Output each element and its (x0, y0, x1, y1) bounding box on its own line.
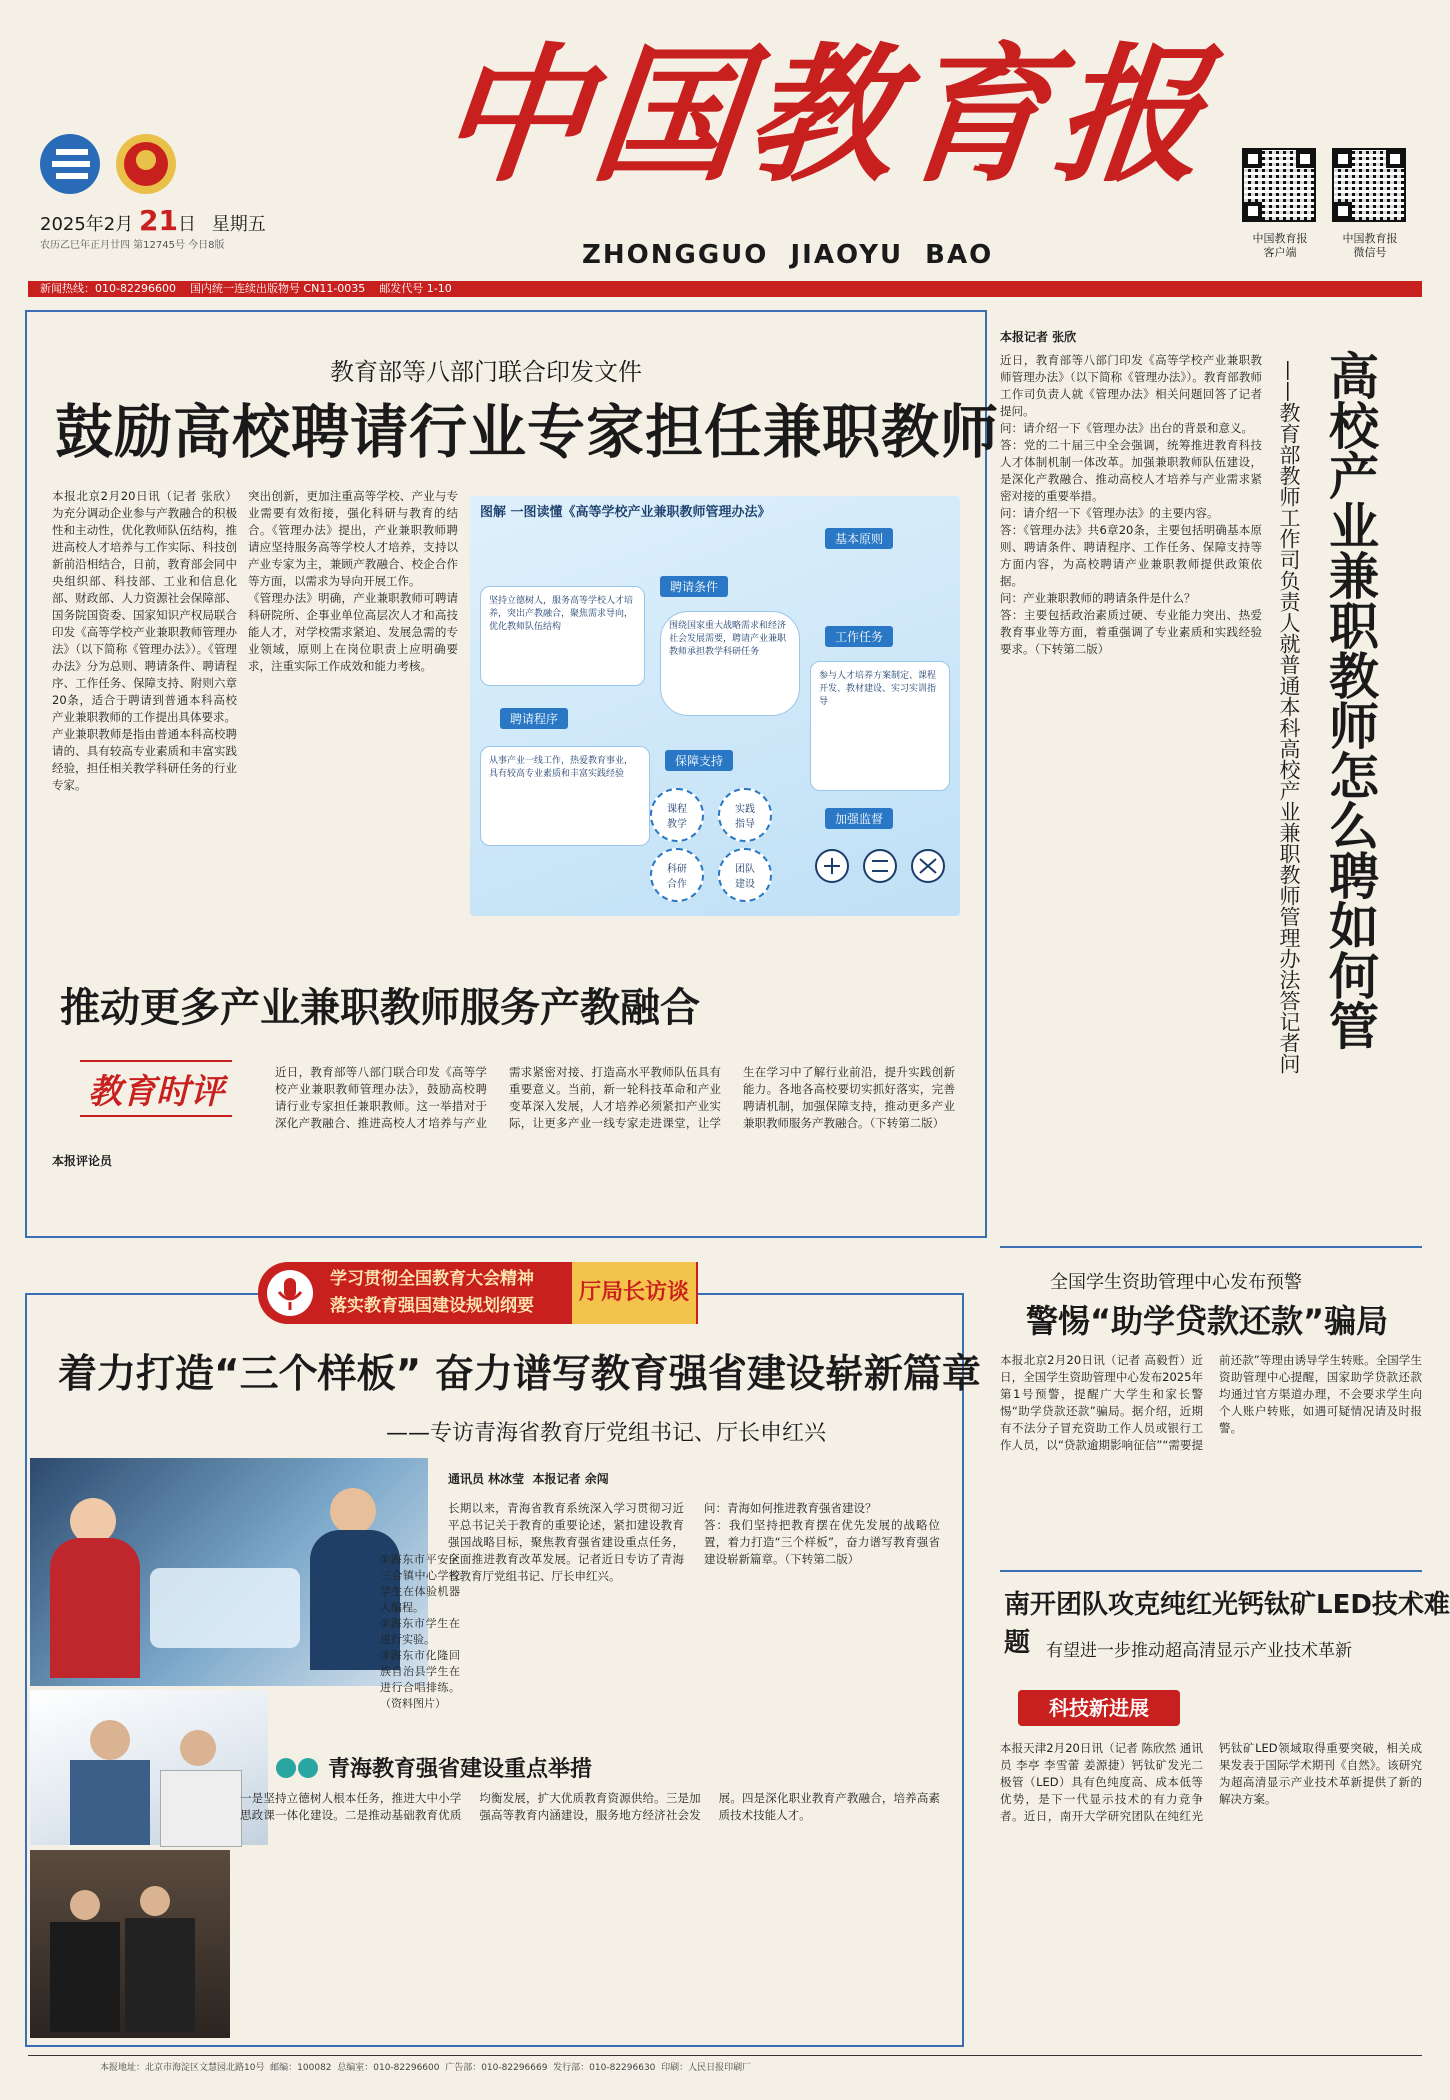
alert-text: 本报北京2月20日讯（记者 高毅哲）近日，全国学生资助管理中心发布2025年第1号预警，提醒广大学生和家长警惕“助学贷款还款”骗局。据介绍，近期有不法分子冒充资助工作人员或银行工作人员，以“贷款逾期影响征信”“需要提前还款”等理由诱导学生转账。全国学生资助管理中心提醒，国家助学贷款还款均通过官方渠道办理，不会要求学生向个人账户转账，如遇可疑情况请及时报警。 (1000, 1353, 1422, 1452)
feature-photo-2[interactable] (30, 1690, 268, 1845)
tech-label: 科技新进展 (1018, 1690, 1180, 1726)
feature-photo-3[interactable] (30, 1850, 230, 2038)
lead-kicker: 教育部等八部门联合印发文件 (330, 358, 642, 386)
feature-text: 长期以来，青海省教育系统深入学习贯彻习近平总书记关于教育的重要论述，紧扣建设教育强国战略目标，聚焦教育强省建设重点任务，全面推进教育改革发展。记者近日专访了青海省教育厅党组书记、厅长申红兴。 问：青海如何推进教育强省建设？ 答：我们坚持把教育摆在优先发展的战略位置，着力打造“三个样板”，奋力谱写教育强省建设崭新篇章。（下转第二版） (448, 1501, 940, 1583)
infographic-card-principles: 坚持立德树人，服务高等学校人才培养，突出产教融合，聚焦需求导向，优化教师队伍结构 (480, 586, 645, 686)
tech-subhead: 有望进一步推动超高清显示产业技术革新 (1046, 1641, 1352, 1661)
date-day-unit: 日 (177, 214, 196, 235)
paper-pinyin: ZHONGGUO JIAOYU BAO (582, 240, 994, 270)
feature-subsection-text: 一是坚持立德树人根本任务，推进大中小学思政课一体化建设。二是推动基础教育优质均衡发展，扩大优质教育资源供给。三是加强高等教育内涵建设，服务地方经济社会发展。四是深化职业教育产教融合，培养高素质技术技能人才。 (240, 1791, 940, 1822)
infographic-chip-support: 保障支持 (665, 750, 733, 771)
feature-byline: 通讯员 林冰莹 本报记者 余闯 (448, 1472, 609, 1486)
alert-kicker: 全国学生资助管理中心发布预警 (1050, 1272, 1302, 1293)
tech-headline[interactable]: 南开团队攻克纯红光钙钛矿LED技术难题 (1004, 1590, 1450, 1658)
infographic-card-requirements: 从事产业一线工作，热爱教育事业，具有较高专业素质和丰富实践经验 (480, 746, 650, 846)
interview-vertical-title[interactable]: 高校产业兼职教师怎么聘如何管 (1321, 350, 1379, 1050)
commentary-label: 教育时评 (80, 1060, 232, 1117)
commentary-headline[interactable]: 推动更多产业兼职教师服务产教融合 (60, 985, 700, 1031)
date-year-month: 2025年2月 (40, 214, 134, 235)
interview-text: 近日，教育部等八部门印发《高等学校产业兼职教师管理办法》（以下简称《管理办法》）。教育部教师工作司负责人就《管理办法》相关问题回答了记者提问。 问：请介绍一下《管理办法》出台的背景和意义。 答：党的二十届三中全会强调，统筹推进教育科技人才体制机制一体改革。加强兼职教师队伍建设，是深化产教融合、推动高校人才培养与产业需求紧密对接的重要举措。 问：请介绍一下《管理办法》的主要内容。 答：《管理办法》共6章20条，主要包括明确基本原则、聘请条件、聘请程序、工作任务、保障支持等方面内容，为高校聘请产业兼职教师提供政策依据。 问：产业兼职教师的聘请条件是什么？ 答：主要包括政治素质过硬、专业能力突出、热爱教育事业等方面，着重强调了专业素质和实践经验要求。（下转第二版） (1000, 353, 1262, 656)
commentary-author: 本报评论员 (52, 1154, 113, 1168)
feature-banner-line-2: 落实教育强国建设规划纲要 (330, 1296, 534, 1316)
infographic-card-tasks: 参与人才培养方案制定、课程开发、教材建设、实习实训指导 (810, 661, 950, 791)
qr-wechat-label: 中国教育报 微信号 (1342, 232, 1398, 259)
feature-banner-tag: 厅局长访谈 (572, 1262, 696, 1324)
feature-subsection-head (276, 1752, 592, 1783)
infographic-chip-procedure: 聘请程序 (500, 708, 568, 729)
newspaper-logo-icon (36, 130, 186, 200)
footer-imprint: 本报地址：北京市海淀区文慧园北路10号 邮编：100082 总编室：010-82296600 广告部：010-82296669 发行部：010-82296630 印刷：人民日报印刷厂 (100, 2063, 752, 2073)
infographic-chip-supervision: 加强监督 (825, 808, 893, 829)
infographic[interactable] (470, 496, 960, 916)
infographic-circle-teaching: 课程 教学 (650, 788, 704, 842)
qr-code-wechat-icon[interactable] (1334, 150, 1404, 220)
masthead-ledger: 新闻热线：010-82296600 国内统一连续出版物号 CN11-0035 邮发代号 1-10 (40, 282, 452, 295)
feature-headline[interactable]: 着力打造“三个样板” 奋力谱写教育强省建设崭新篇章 (58, 1352, 981, 1397)
infographic-icons (810, 841, 950, 891)
infographic-card-conditions: 围绕国家重大战略需求和经济社会发展需要，聘请产业兼职教师承担教学科研任务 (660, 611, 800, 716)
alert-headline[interactable]: 警惕“助学贷款还款”骗局 (1026, 1302, 1389, 1340)
qr-code-app-icon[interactable] (1244, 150, 1314, 220)
infographic-title: 图解 一图读懂《高等学校产业兼职教师管理办法》 (480, 505, 771, 520)
interview-reporter: 本报记者 张欣 (1000, 330, 1077, 344)
infographic-circle-research: 科研 合作 (650, 848, 704, 902)
commentary-text: 近日，教育部等八部门联合印发《高等学校产业兼职教师管理办法》，鼓励高校聘请行业专家担任兼职教师。这一举措对于深化产教融合、推进高校人才培养与产业需求紧密对接、打造高水平教师队伍具有重要意义。当前，新一轮科技革命和产业变革深入发展，人才培养必须紧扣产业实际，让更多产业一线专家走进课堂，让学生在学习中了解行业前沿，提升实践创新能力。各地各高校要切实抓好落实，完善聘请机制，加强保障支持，推动更多产业兼职教师服务产教融合。（下转第二版） (275, 1065, 955, 1130)
date-day: 21 (139, 204, 178, 237)
infographic-circle-team: 团队 建设 (718, 848, 772, 902)
feature-photo-caption: ①海东市平安区三合镇中心学校学生在体验机器人编程。 ②海东市学生在进行实验。 ③海东市化隆回族自治县学生在进行合唱排练。（资料图片） (380, 1553, 460, 1710)
issue-date (40, 204, 266, 237)
lead-column-2: 突出创新，更加注重高等学校、产业与专业需要有效衔接，强化科研与教育的结合。《管理办法》提出，产业兼职教师聘请应坚持服务高等学校人才培养，支持以产业专家为主，兼顾产教融合、校企合作等方面，以需求为导向开展工作。 《管理办法》明确，产业兼职教师可聘请科研院所、企事业单位高层次人才和高技能人才，对学校需求紧迫、发展急需的专业领域，原则上在岗位职责上应明确要求，注重实际工作成效和能力考核。 (248, 489, 458, 673)
infographic-chip-conditions: 聘请条件 (660, 576, 728, 597)
lead-headline[interactable]: 鼓励高校聘请行业专家担任兼职教师 (55, 398, 1000, 466)
feature-photo-1[interactable] (30, 1458, 428, 1686)
feature-banner-text (330, 1266, 534, 1320)
lead-column-1: 本报北京2月20日讯（记者 张欣）为充分调动企业参与产教融合的积极性和主动性，优化教师队伍结构，推进高校人才培养与工作实际、科技创新前沿相结合，日前，教育部会同中央组织部、科技部、工业和信息化部、财政部、人力资源社会保障部、国务院国资委、国家知识产权局联合印发《高等学校产业兼职教师管理办法》（以下简称《管理办法》）。《管理办法》分为总则、聘请条件、聘请程序、工作任务、保障支持、附则六章20条，适合于聘请到普通本科高校产业兼职教师的工作提出具体要求。 产业兼职教师是指由普通本科高校聘请的、具有较高专业素质和丰富实践经验，担任相关教学科研任务的行业专家。 (52, 489, 237, 792)
weekday: 星期五 (211, 214, 266, 235)
infographic-chip-tasks: 工作任务 (825, 626, 893, 647)
issue-line: 农历乙巳年正月廿四 第12745号 今日8版 (40, 240, 225, 251)
paper-title: 中国教育报 (430, 28, 1220, 202)
infographic-chip-principles: 基本原则 (825, 528, 893, 549)
microphone-icon (265, 1268, 315, 1318)
infographic-circle-practice: 实践 指导 (718, 788, 772, 842)
interview-vertical-subtitle: ——教育部教师工作司负责人就普通本科高校产业兼职教师管理办法答记者问 (1277, 360, 1301, 1074)
feature-subsection-title: 青海教育强省建设重点举措 (328, 1757, 593, 1782)
qr-app-label: 中国教育报 客户端 (1252, 232, 1308, 259)
feature-banner-line-1: 学习贯彻全国教育大会精神 (330, 1269, 534, 1289)
tech-text: 本报天津2月20日讯（记者 陈欣然 通讯员 李亭 李雪蕾 姜源捷）钙钛矿发光二极管（LED）具有色纯度高、成本低等优势，是下一代显示技术的有力竞争者。近日，南开大学研究团队在纯红光钙钛矿LED领域取得重要突破，相关成果发表于国际学术期刊《自然》。该研究为超高清显示产业技术革新提供了新的解决方案。 (1000, 1741, 1422, 1823)
feature-subhead: ——专访青海省教育厅党组书记、厅长申红兴 (386, 1421, 827, 1446)
